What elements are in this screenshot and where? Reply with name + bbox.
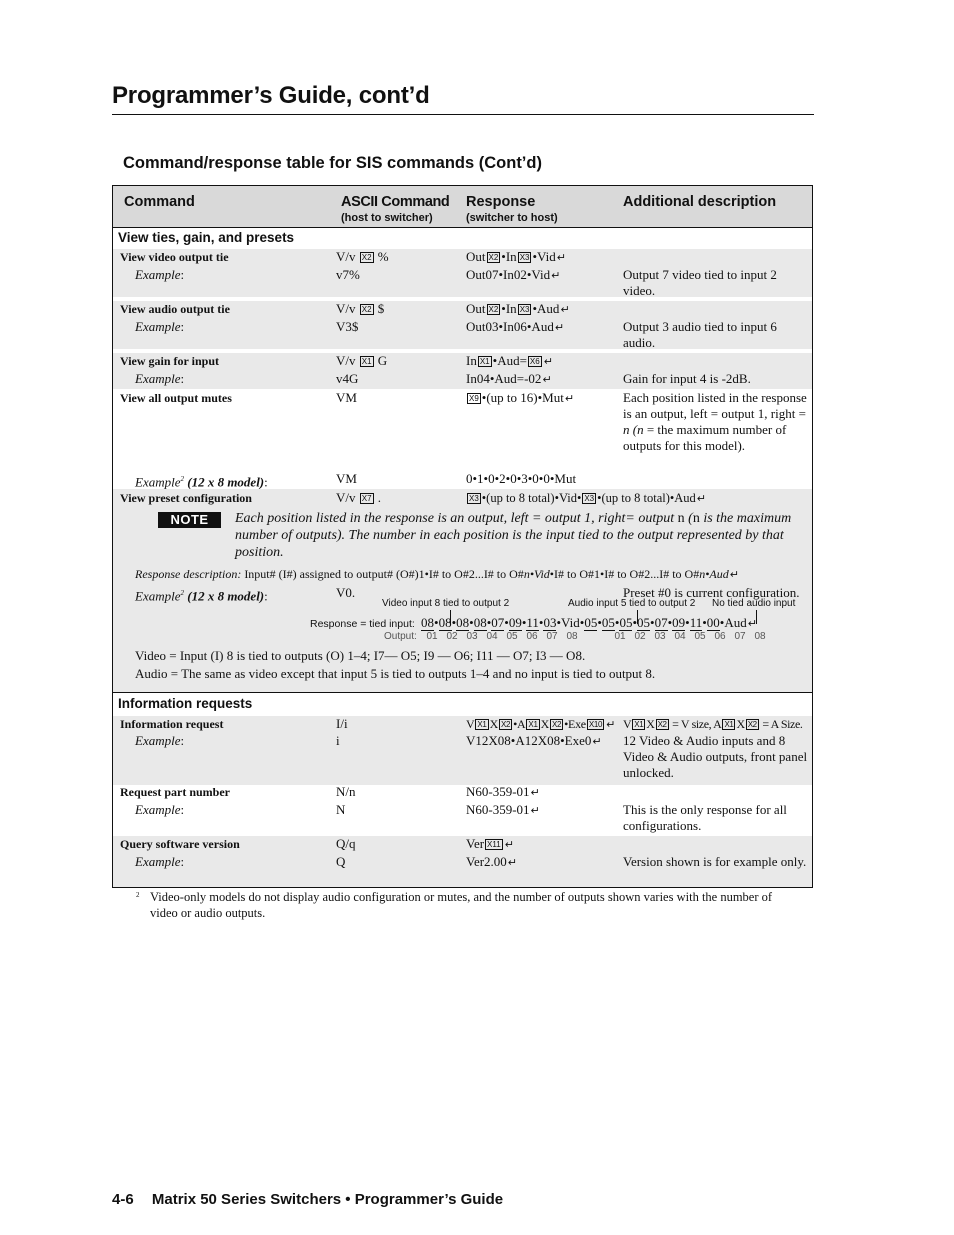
audio-input-value: 00: [706, 615, 720, 630]
return-icon: ↵: [507, 856, 518, 869]
output-number: 02: [446, 631, 458, 642]
section-heading-ties: View ties, gain, and presets: [118, 230, 295, 245]
header-ascii-sub: (host to switcher): [341, 212, 433, 224]
example-label: Example:: [135, 854, 185, 869]
cmd-view-mutes: View all output mutes: [120, 391, 232, 405]
page-title: Programmer’s Guide, cont’d: [112, 82, 430, 109]
ascii-info-request: I/i: [336, 716, 348, 731]
resp-view-video-tie: Out X2 •In X3 •Vid↵: [466, 249, 566, 264]
resp-software-version: Ver X11 ↵: [466, 836, 514, 851]
audio-input-value: 05: [619, 615, 633, 630]
output-number: 04: [674, 631, 686, 642]
video-input-value: 08: [438, 615, 452, 630]
video-input-value: 09: [508, 615, 522, 630]
output-number: 05: [694, 631, 706, 642]
example-label: Example:: [135, 319, 185, 334]
note-text: Each position listed in the response is an output, left = output 1, right= output n (n is the maximum number of outputs). The number in each position is the input tied to the output represented by that position.: [235, 511, 792, 560]
section-subtitle: Command/response table for SIS commands (Cont’d): [123, 154, 542, 172]
output-numbers-video: [422, 631, 582, 642]
ex-resp-mutes: 0•1•0•2•0•3•0•0•Mut: [466, 471, 577, 486]
return-icon: ↵: [542, 373, 552, 386]
cmd-software-version: Query software version: [120, 837, 240, 851]
video-input-value: 08: [473, 615, 487, 630]
cmd-view-video-tie: View video output tie: [120, 250, 229, 264]
audio-input-value: 05: [637, 615, 651, 630]
response-tied-label: Response = tied input:: [310, 618, 415, 630]
output-number: 05: [506, 631, 518, 642]
video-input-value: 11: [526, 615, 539, 630]
ex-ascii-preset: V0.: [336, 585, 356, 600]
callout-no-audio: No tied audio input: [712, 598, 796, 609]
return-icon: ↵: [504, 838, 514, 851]
note-badge: NOTE: [158, 512, 221, 528]
ex-resp-video-tie: Out07•In02•Vid↵: [466, 267, 561, 282]
resp-view-gain: In X1 •Aud= X6 ↵: [466, 353, 553, 368]
ex-ascii-gain: v4G: [336, 371, 359, 386]
footer-title: Matrix 50 Series Switchers • Programmer’s Guide: [151, 1191, 504, 1208]
ex-desc-info: 12 Video & Audio inputs and 8 Video & Audio outputs, front panel unlocked.: [623, 733, 808, 780]
return-icon: ↵: [556, 251, 566, 264]
return-icon: ↵: [543, 355, 553, 368]
return-icon: ↵: [551, 269, 561, 282]
example-label: Example:: [135, 802, 185, 817]
ex-ascii-audio-tie: V3$: [336, 319, 359, 334]
audio-input-value: 11: [689, 615, 703, 630]
resp-view-preset: X3 •(up to 8 total)•Vid• X3 •(up to 8 total)•Aud↵: [469, 491, 707, 505]
return-icon: ↵: [606, 718, 616, 731]
ex-desc-gain: Gain for input 4 is -2dB.: [623, 371, 751, 386]
ex-desc-audio-tie: Output 3 audio tied to input 6 audio.: [623, 319, 777, 350]
cmd-info-request: Information request: [120, 717, 224, 731]
output-number: 07: [546, 631, 558, 642]
ex-desc-preset: Preset #0 is current configuration.: [623, 585, 800, 600]
preset-response-sequence: 08•08•08•08•07•09•11•03•Vid•05•05•05•05•07•09•11•00•Aud↵: [421, 615, 757, 630]
output-number: 03: [654, 631, 666, 642]
output-number: 08: [566, 631, 578, 642]
audio-input-value: 07: [654, 615, 668, 630]
ex-desc-part: This is the only response for all configurations.: [623, 802, 787, 833]
output-number: 06: [526, 631, 538, 642]
header-response-sub: (switcher to host): [466, 212, 558, 224]
output-number: 01: [426, 631, 438, 642]
example-label: Example:: [135, 733, 185, 748]
callout-video-input: Video input 8 tied to output 2: [382, 598, 510, 609]
resp-view-audio-tie: Out X2 •In X3 •Aud↵: [466, 301, 570, 316]
ascii-view-preset: V/v X7 .: [336, 490, 382, 505]
footnote: 2 Video-only models do not display audio configuration or mutes, and the number of outputs shown varies with the number of video or audio outputs.: [136, 890, 773, 920]
example-label-model: Example$^2$ (12 x 8 model):: [135, 588, 268, 604]
video-values: 08•08•08•08•07•09•11•03•: [421, 615, 562, 630]
cmd-part-number: Request part number: [120, 785, 230, 799]
ex-resp-part: N60-359-01↵: [466, 802, 540, 817]
desc-view-mutes: Each position listed in the response is an output, left = output 1, right = n (n = the maximum number of outputs for this model).: [623, 390, 807, 453]
ex-ascii-video-tie: v7%: [336, 267, 360, 282]
resp-info-request: V X1 X X2 •A X1 X X2 •Exe X10 ↵: [466, 717, 616, 731]
section-heading-info: Information requests: [118, 696, 253, 711]
header-command: Command: [124, 194, 195, 210]
output-number: 07: [734, 631, 746, 642]
audio-input-value: 05: [584, 615, 598, 630]
output-number: 06: [714, 631, 726, 642]
audio-values: 05•05•05•05•07•09•11•00•: [584, 615, 725, 630]
example-label-model: Example$^2$ (12 x 8 model):: [135, 474, 268, 490]
example-label: Example:: [135, 371, 185, 386]
output-number: 01: [614, 631, 626, 642]
ex-desc-video-tie: Output 7 video tied to input 2 video.: [623, 267, 777, 298]
ex-ascii-info: i: [336, 733, 340, 748]
return-icon: ↵: [592, 735, 602, 748]
footer-page-number: 4-6: [112, 1191, 134, 1208]
ascii-view-audio-tie: V/v X2 $: [336, 301, 385, 316]
cmd-view-gain: View gain for input: [120, 354, 220, 368]
ex-ascii-part: N: [336, 802, 346, 817]
return-icon: ↵: [729, 568, 739, 581]
output-number: 03: [466, 631, 478, 642]
return-icon: ↵: [747, 617, 757, 630]
header-description: Additional description: [623, 194, 777, 210]
desc-info-request: V X1 X X2 = V size, A X1 X X2 = A Size.: [623, 717, 803, 731]
return-icon: ↵: [530, 786, 540, 799]
video-input-value: 03: [543, 615, 557, 630]
video-input-value: 08: [456, 615, 470, 630]
return-icon: ↵: [554, 321, 565, 334]
header-response: Response: [466, 194, 536, 210]
video-input-value: 08: [421, 615, 434, 630]
return-icon: ↵: [530, 804, 540, 817]
return-icon: ↵: [560, 303, 570, 316]
ascii-view-gain: V/v X1 G: [336, 353, 388, 368]
title-rule: [112, 114, 814, 115]
ascii-part-number: N/n: [336, 784, 356, 799]
output-label: Output:: [384, 631, 417, 642]
page-footer: [112, 1191, 503, 1208]
callout-audio-input: Audio input 5 tied to output 2: [568, 598, 696, 609]
resp-view-mutes: X9 •(up to 16)•Mut↵: [469, 390, 575, 405]
cmd-view-preset: View preset configuration: [120, 491, 252, 505]
video-explanation: Video = Input (I) 8 is tied to outputs (O) 1–4; I7— O5; I9 — O6; I11 — O7; I3 — O8.: [135, 648, 586, 663]
ex-resp-software: Ver2.00↵: [466, 854, 518, 869]
output-number: 08: [754, 631, 766, 642]
response-description: Response description: Input# (I#) assigned to output# (O#)1•I# to O#2...I# to O#n•Vid•I# to O#1•I# to O#2...I# to O#n•Aud↵: [135, 567, 739, 581]
audio-input-value: 05: [601, 615, 615, 630]
ex-resp-info: V12X08•A12X08•Exe0↵: [466, 733, 602, 748]
output-numbers-audio: [610, 631, 770, 642]
audio-explanation: Audio = The same as video except that input 5 is tied to outputs 1–4 and no input is tied to output 8.: [135, 666, 656, 681]
resp-part-number: N60-359-01↵: [466, 784, 540, 799]
output-number: 04: [486, 631, 498, 642]
return-icon: ↵: [564, 392, 575, 405]
output-number: 02: [634, 631, 646, 642]
example-label: Example:: [135, 267, 185, 282]
sis-command-table: [112, 185, 813, 888]
ascii-view-mutes: VM: [336, 390, 357, 405]
ex-resp-audio-tie: Out03•In06•Aud↵: [466, 319, 565, 334]
ex-resp-gain: In04•Aud=-02↵: [466, 371, 552, 386]
ex-desc-software: Version shown is for example only.: [623, 854, 807, 869]
header-ascii: ASCII Command: [341, 194, 450, 210]
audio-input-value: 09: [672, 615, 686, 630]
cmd-view-audio-tie: View audio output tie: [120, 302, 230, 316]
ascii-software-version: Q/q: [336, 836, 356, 851]
ex-ascii-software: Q: [336, 854, 346, 869]
return-icon: ↵: [696, 492, 707, 505]
video-input-value: 07: [491, 615, 505, 630]
ascii-view-video-tie: V/v X2 %: [336, 249, 389, 264]
section-divider: [113, 692, 812, 693]
ex-ascii-mutes: VM: [336, 471, 357, 486]
